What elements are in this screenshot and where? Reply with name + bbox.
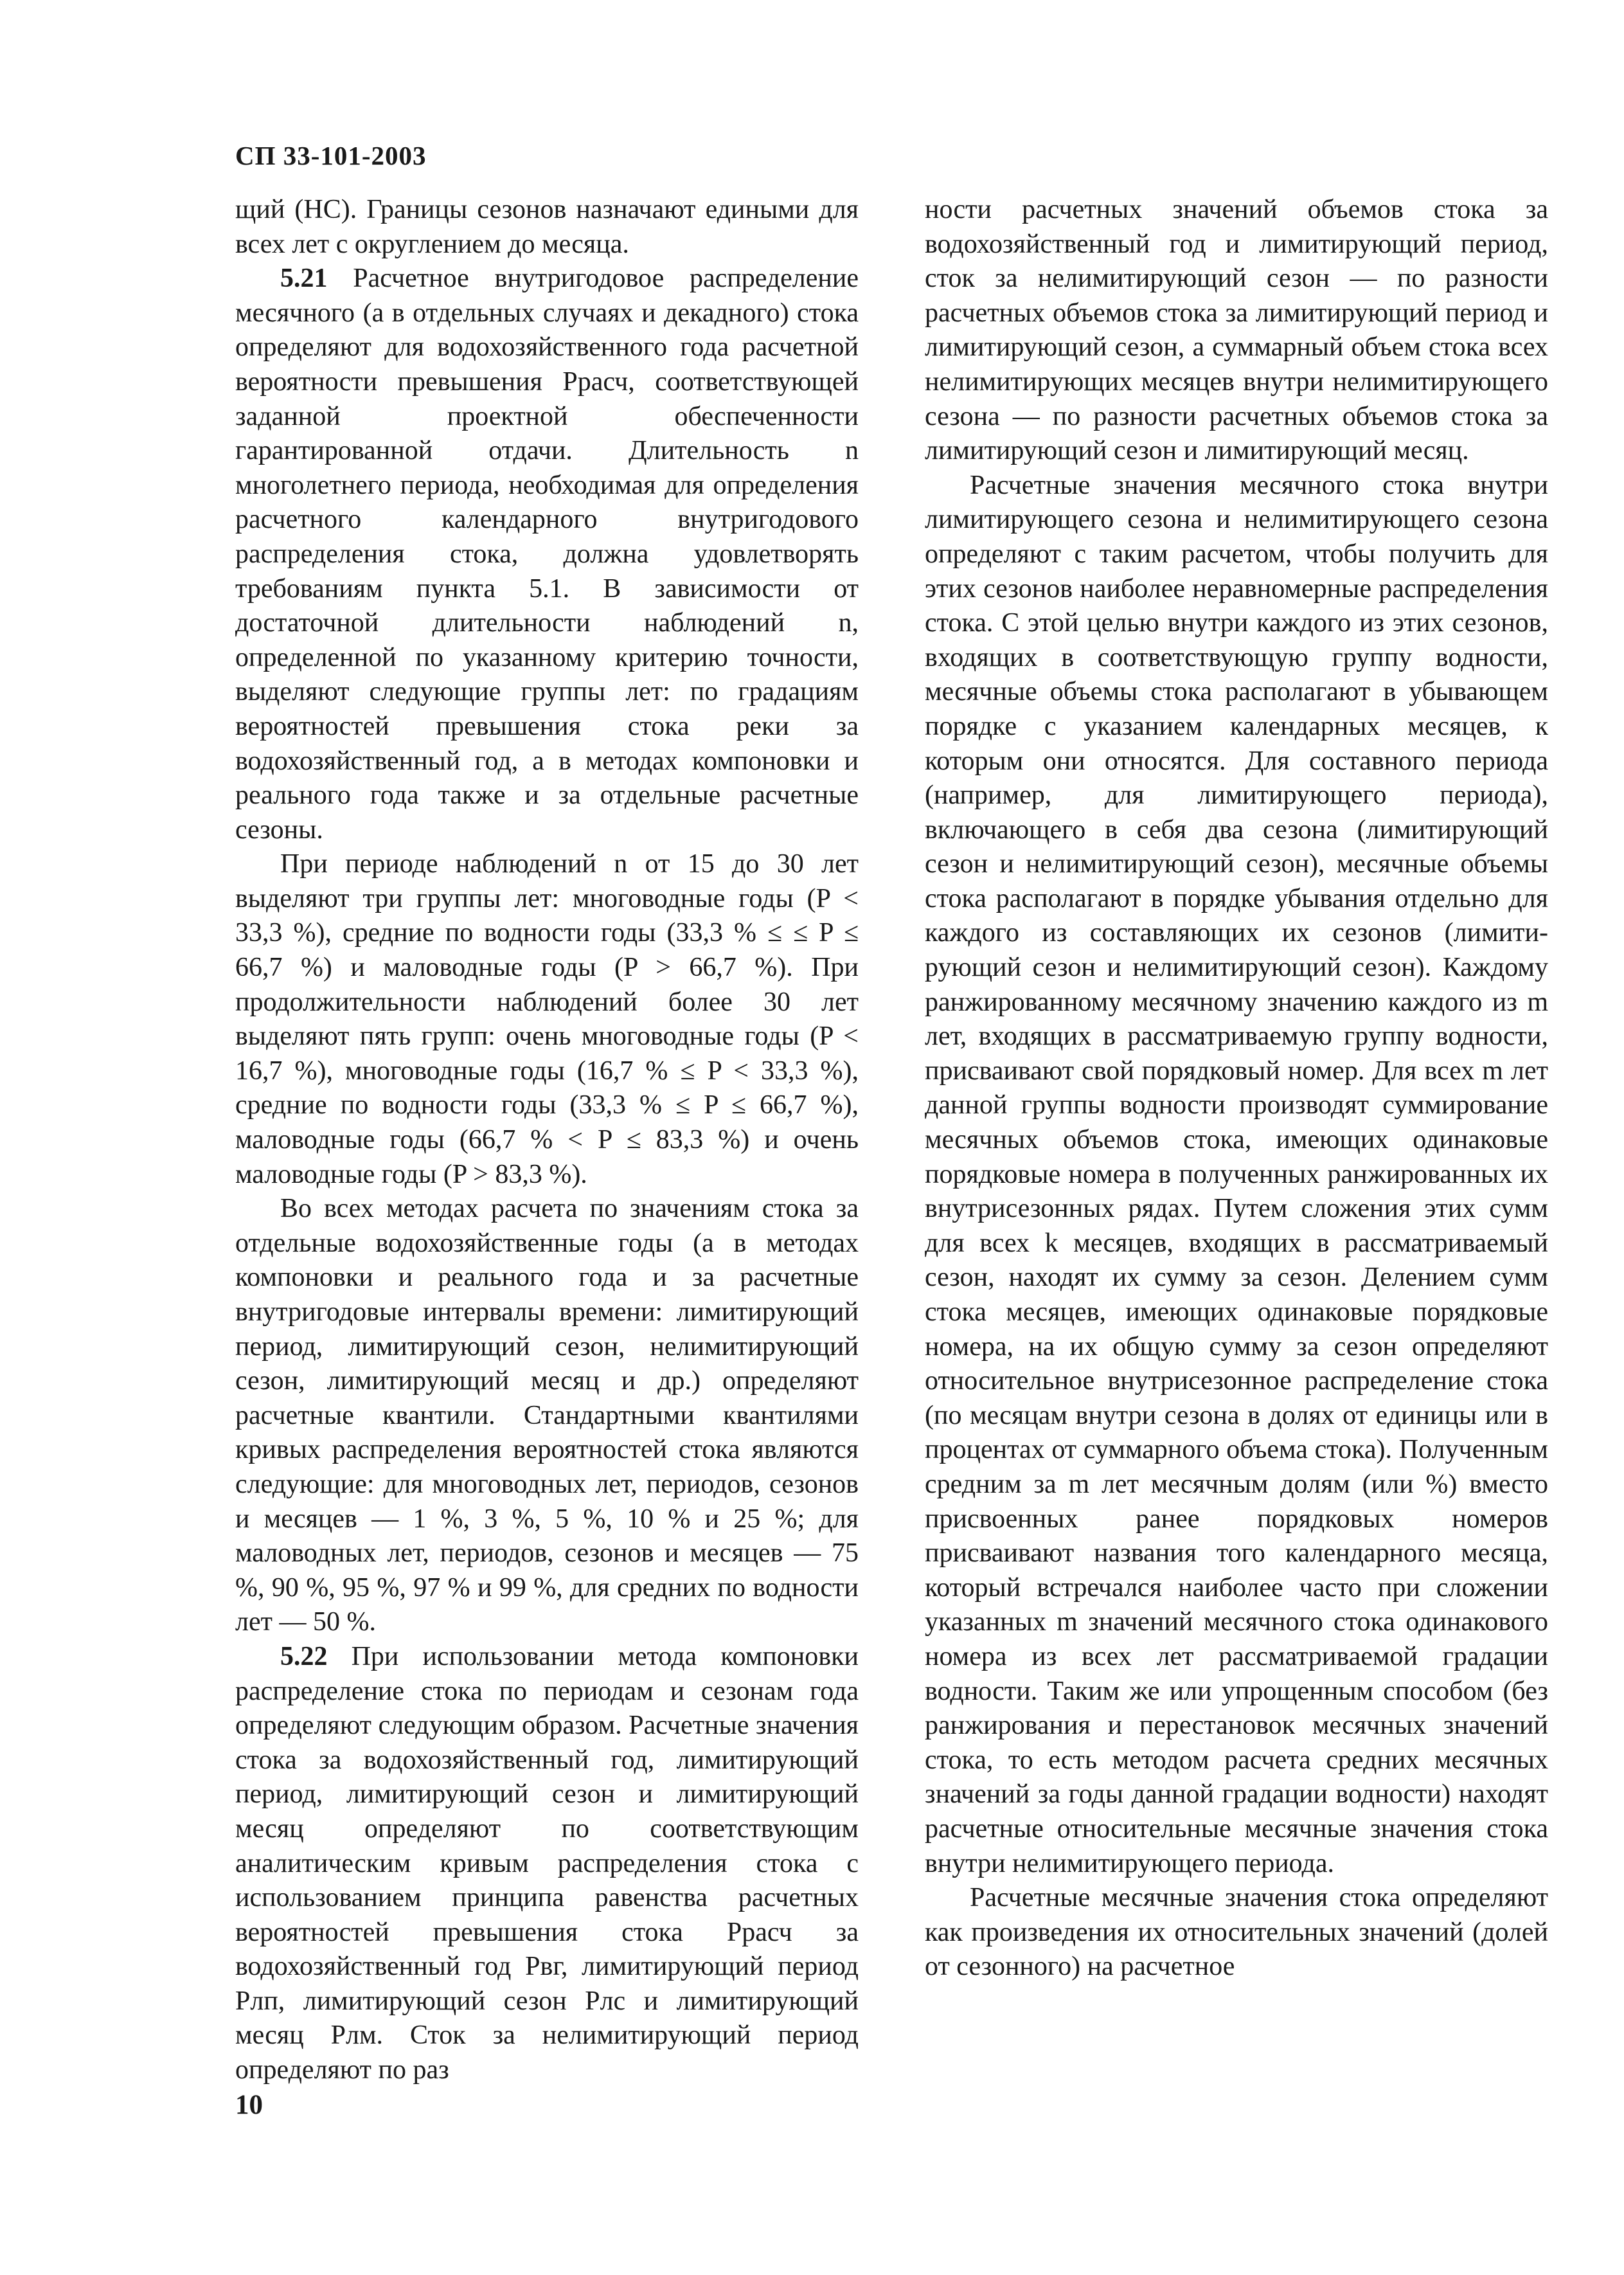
section-5-21-paragraph: [235, 262, 859, 847]
section-number: 5.21: [280, 264, 328, 294]
paragraph: ности расчетных значений объемов стока за водохозяйственный год и лимитирующий период, сток за нелимитирующий сезон — по разности расчетных объемов стока за лимитирующий период и лимитирующий сезон, а суммарный объем стока всех нелимитирующих месяцев внутри нелимитирующего сезона — по разности расчетных объемов стока за лимитирующий сезон и лимитирующий месяц.: [925, 195, 1548, 466]
page-number: 10: [235, 2090, 263, 2120]
paragraph: Расчетные месячные значения стока определяют как произведения их относительных значений (долей от сезонного) на расчетное: [925, 1883, 1548, 1982]
right-column: [925, 193, 1548, 1984]
paragraph: При периоде наблюдений n от 15 до 30 лет выделяют три группы лет: многоводные годы (P < 33,3 %), средние по водности годы (33,3 % ≤ ≤ P ≤ 66,7 %) и маловодные годы (P > 66,7 %). При продолжительности наблюдений более 30 лет выделяют пять групп: очень многоводные годы (P < 16,7 %), многоводные годы (16,7 % ≤ P < 33,3 %), средние по водности годы (33,3 % ≤ P ≤ 66,7 %), маловодные годы (66,7 % < P ≤ 83,3 %) и очень маловодные годы (P > 83,3 %).: [235, 849, 859, 1189]
paragraph: Во всех методах расчета по значениям стока за отдельные водохозяйственные годы (а в методах компоновки и реального года и за расчетные внутригодовые интервалы времени: лимитирующий период, лимитирующий сезон, нелимитирующий сезон, лимитирующий месяц и др.) определяют расчетные квантили. Стандартными квантилями кривых распределения вероятностей стока являются следующие: для многоводных лет, периодов, сезонов и месяцев — 1 %, 3 %, 5 %, 10 % и 25 %; для маловодных лет, периодов, сезонов и месяцев — 75 %, 90 %, 95 %, 97 % и 99 %, для средних по водности лет — 50 %.: [235, 1194, 859, 1637]
paragraph: щий (НС). Границы сезонов назначают едиными для всех лет с округлением до месяца.: [235, 195, 859, 259]
section-5-22-paragraph: [235, 1640, 859, 2088]
paragraph-text: Расчетное внутригодовое распределение месячного (а в отдельных случаях и декадного) стока определяют для водохозяйственного года расчетной вероятности превышения Pрасч, соответствующей заданной проектной обеспеченности гарантированной отдачи. Длительность n многолетнего периода, необходимая для определения расчетного календарного внутригодового распределения стока, должна удовлетворять требованиям пункта 5.1. В зависимости от достаточной длительности наблюдений n, определенной по указанному критерию точности, выделяют следующие группы лет: по градациям вероятностей превышения стока реки за водохозяйственный год, а в методах компоновки и реального года также и за отдельные расчетные сезоны.: [235, 264, 859, 845]
running-header: СП 33-101-2003: [235, 141, 427, 170]
paragraph-text: При использовании метода компоновки распределение стока по периодам и сезонам года определяют следующим образом. Расчетные значения стока за водохозяйственный год, лимитирующий период, лимитирующий сезон и лимитирующий месяц определяют по соответствующим аналитическим кривым распределения стока с использованием принципа равенства расчетных вероятностей превышения стока Pрасч за водохозяйственный год Pвг, лимитирующий период Pлп, лимитирующий сезон Pлс и лимитирующий месяц Pлм. Сток за нелимитирующий период определяют по раз: [235, 1641, 859, 2085]
section-number: 5.22: [280, 1641, 328, 1671]
paragraph: Расчетные значения месячного стока внутри лимитирующего сезона и нелимитирующего сезона определяют с таким расчетом, чтобы получить для этих сезонов наиболее неравномерные распределения стока. С этой целью внутри каждого из этих сезонов, входящих в соответствующую группу водности, месячные объемы стока располагают в убывающем порядке с указанием календарных месяцев, к которым они относятся. Для составного периода (например, для лимитирующего периода), включающего в себя два сезона (лимитирующий сезон и нелимитирующий сезон), месячные объемы стока располагают в порядке убывания отдельно для каждого из составляющих их сезонов (лимитирующий сезон и нелимитирующий сезон). Каждому ранжированному месячному значению каждого из m лет, входящих в рассматриваемую группу водности, присваивают свой порядковый номер. Для всех m лет данной группы водности производят суммирование месячных объемов стока, имеющих одинаковые порядковые номера в полученных ранжированных их внутрисезонных рядах. Путем сложения этих сумм для всех k месяцев, входящих в рассматриваемый сезон, находят их сумму за сезон. Делением сумм стока месяцев, имеющих одинаковые порядковые номера, на их общую сумму за сезон определяют относительное внутрисезонное распределение стока (по месяцам внутри сезона в долях от единицы или в процентах от суммарного объема стока). Полученным средним за m лет месячным долям (или %) вместо присвоенных ранее порядковых номеров присваивают названия того календарного месяца, который встречался наиболее часто при сложении указанных m значений месячного стока одинакового номера из всех лет рассматриваемой градации водности. Таким же или упрощенным способом (без ранжирования и перестановок месячных значений стока, то есть методом расчета средних месячных значений за годы данной градации водности) находят расчетные относительные месячные значения стока внутри нелимитирующего периода.: [925, 470, 1548, 1878]
left-column: [235, 193, 859, 2088]
